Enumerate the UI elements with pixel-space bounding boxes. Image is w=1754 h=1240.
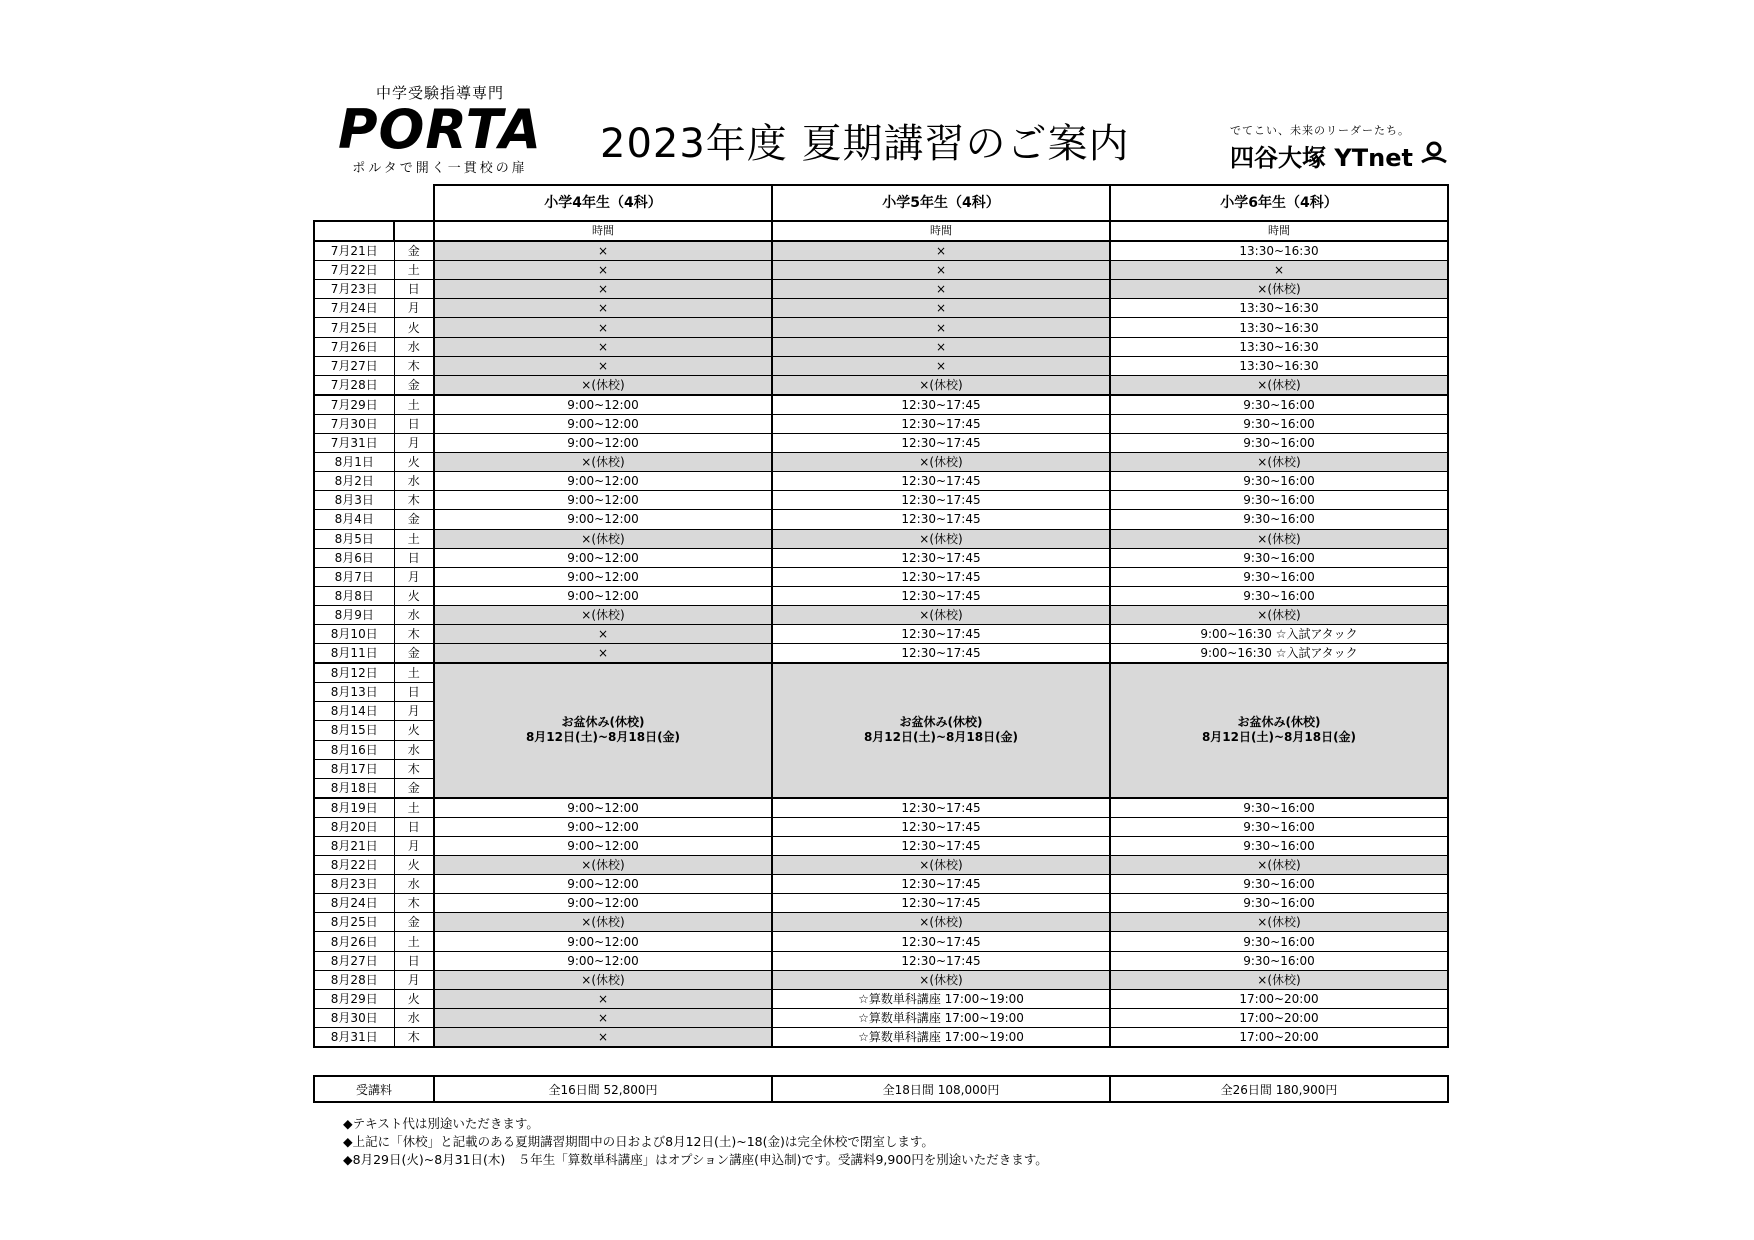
weekday-cell: 水: [394, 605, 434, 624]
grade-4-time: 9:00~12:00: [434, 798, 772, 818]
table-row: [314, 798, 1448, 818]
weekday-cell: 火: [394, 989, 434, 1008]
logo-tagline: ポルタで開く一貫校の扉: [352, 161, 528, 176]
grade-4-time: 9:00~12:00: [434, 586, 772, 605]
grade-4-time: ×: [434, 989, 772, 1008]
weekday-cell: 金: [394, 778, 434, 798]
grade-6-time: 13:30~16:30: [1110, 356, 1448, 375]
grade-6-time: 13:30~16:30: [1110, 241, 1448, 261]
grade-4-time: ×: [434, 624, 772, 643]
grade-6-time: 9:30~16:00: [1110, 875, 1448, 894]
date-cell: 8月25日: [314, 913, 394, 932]
grade-6-time: 9:30~16:00: [1110, 510, 1448, 529]
weekday-cell: 木: [394, 624, 434, 643]
date-cell: 8月23日: [314, 875, 394, 894]
grade-5-time: ×: [772, 318, 1110, 337]
weekday-cell: 日: [394, 414, 434, 433]
grade-6-time: 13:30~16:30: [1110, 337, 1448, 356]
grade-6-time: 9:30~16:00: [1110, 395, 1448, 415]
fee-grade-6: 全26日間 180,900円: [1110, 1076, 1448, 1102]
time-label: 時間: [1110, 221, 1448, 241]
date-cell: 7月31日: [314, 434, 394, 453]
weekday-cell: 月: [394, 299, 434, 318]
grade-4-time: ×: [434, 644, 772, 664]
grade-6-time: 9:30~16:00: [1110, 837, 1448, 856]
date-cell: 7月26日: [314, 337, 394, 356]
grade-4-time: ×(休校): [434, 970, 772, 989]
date-cell: 8月31日: [314, 1027, 394, 1047]
grade-4-time: 9:00~12:00: [434, 817, 772, 836]
fee-grade-4: 全16日間 52,800円: [434, 1076, 772, 1102]
weekday-cell: 土: [394, 663, 434, 683]
grade-5-time: 12:30~17:45: [772, 510, 1110, 529]
grade-6-time: 9:30~16:00: [1110, 951, 1448, 970]
grade-4-time: 9:00~12:00: [434, 875, 772, 894]
grade-4-time: ×: [434, 280, 772, 299]
logo-wordmark: PORTA: [337, 98, 543, 161]
grade-4-time: 9:00~12:00: [434, 932, 772, 951]
grade-5-time: ×: [772, 299, 1110, 318]
ytnet-wordmark: [1230, 138, 1450, 173]
date-cell: 8月30日: [314, 1008, 394, 1027]
grade-5-time: ×: [772, 337, 1110, 356]
grade-4-time: ×(休校): [434, 913, 772, 932]
table-row: [314, 280, 1448, 299]
grade-6-time: ×(休校): [1110, 529, 1448, 548]
grade-5-header: 小学5年生（4科）: [772, 185, 1110, 221]
grade-5-time: 12:30~17:45: [772, 932, 1110, 951]
table-row: [314, 644, 1448, 664]
time-row-blank: [314, 221, 394, 241]
date-cell: 8月20日: [314, 817, 394, 836]
grade-5-time: ×: [772, 356, 1110, 375]
ytnet-logo: [1230, 122, 1450, 173]
grade-6-time: 17:00~20:00: [1110, 1008, 1448, 1027]
table-row: [314, 337, 1448, 356]
grade-4-time: 9:00~12:00: [434, 951, 772, 970]
grade-5-time: 12:30~17:45: [772, 567, 1110, 586]
table-row: [314, 951, 1448, 970]
grade-6-time: 9:00~16:30 ☆入試アタック: [1110, 624, 1448, 643]
date-cell: 8月13日: [314, 683, 394, 702]
weekday-cell: 月: [394, 434, 434, 453]
grade-5-time: 12:30~17:45: [772, 624, 1110, 643]
grade-6-time: 9:30~16:00: [1110, 894, 1448, 913]
note-item: ◆上記に「休校」と記載のある夏期講習期間中の日および8月12日(土)~18(金)は完全休校で閉室します。: [343, 1134, 934, 1149]
table-row: [314, 472, 1448, 491]
grade-6-time: 9:30~16:00: [1110, 548, 1448, 567]
grade-5-time: 12:30~17:45: [772, 894, 1110, 913]
date-cell: 8月6日: [314, 548, 394, 567]
grade-6-time: 9:30~16:00: [1110, 472, 1448, 491]
date-cell: 8月17日: [314, 759, 394, 778]
ytnet-tagline: でてこい、未来のリーダーたち。: [1230, 124, 1410, 137]
date-cell: 8月16日: [314, 740, 394, 759]
grade-4-time: ×: [434, 261, 772, 280]
grade-5-time: 12:30~17:45: [772, 817, 1110, 836]
grade-5-time: ×: [772, 261, 1110, 280]
table-row: [314, 548, 1448, 567]
schedule-table: [313, 184, 1449, 1048]
date-cell: 8月9日: [314, 605, 394, 624]
grade-4-time: 9:00~12:00: [434, 434, 772, 453]
grade-5-time: ×(休校): [772, 453, 1110, 472]
table-row: [314, 241, 1448, 261]
table-row: [314, 875, 1448, 894]
grade-4-time: ×: [434, 299, 772, 318]
grade-5-time: 12:30~17:45: [772, 586, 1110, 605]
date-cell: 8月3日: [314, 491, 394, 510]
grade-4-time: 9:00~12:00: [434, 548, 772, 567]
grade-6-time: ×(休校): [1110, 856, 1448, 875]
weekday-cell: 水: [394, 875, 434, 894]
date-cell: 7月21日: [314, 241, 394, 261]
weekday-cell: 水: [394, 472, 434, 491]
grade-6-time: 9:30~16:00: [1110, 434, 1448, 453]
table-row: [314, 510, 1448, 529]
obon-range: 8月12日(土)~8月18日(金): [863, 730, 1019, 745]
date-cell: 8月19日: [314, 798, 394, 818]
grade-5-time: ×(休校): [772, 605, 1110, 624]
grade-4-time: ×: [434, 1027, 772, 1047]
grade-4-time: 9:00~12:00: [434, 395, 772, 415]
grade-6-time: 9:30~16:00: [1110, 567, 1448, 586]
date-cell: 8月21日: [314, 837, 394, 856]
table-row: [314, 663, 1448, 683]
grade-6-time: 9:30~16:00: [1110, 586, 1448, 605]
weekday-cell: 火: [394, 856, 434, 875]
grade-4-time: 9:00~12:00: [434, 837, 772, 856]
weekday-cell: 日: [394, 683, 434, 702]
table-row: [314, 856, 1448, 875]
grade-6-time: ×(休校): [1110, 913, 1448, 932]
date-cell: 7月27日: [314, 356, 394, 375]
grade-5-time: ×(休校): [772, 529, 1110, 548]
obon-range: 8月12日(土)~8月18日(金): [525, 730, 681, 745]
date-cell: 8月14日: [314, 702, 394, 721]
grade-6-time: 9:00~16:30 ☆入試アタック: [1110, 644, 1448, 664]
date-cell: 8月18日: [314, 778, 394, 798]
grade-5-time: 12:30~17:45: [772, 548, 1110, 567]
weekday-cell: 火: [394, 721, 434, 740]
header-blank: [394, 185, 434, 221]
table-row: [314, 529, 1448, 548]
table-row: [314, 261, 1448, 280]
grade-5-time: ×(休校): [772, 913, 1110, 932]
date-cell: 8月24日: [314, 894, 394, 913]
note-item: ◆8月29日(火)~8月31日(木) ５年生「算数単科講座」はオプション講座(申込制)です。受講料9,900円を別途いただきます。: [343, 1152, 1048, 1167]
table-row: [314, 395, 1448, 415]
grade-5-time: 12:30~17:45: [772, 414, 1110, 433]
grade-6-time: 13:30~16:30: [1110, 318, 1448, 337]
table-row: [314, 299, 1448, 318]
obon-range: 8月12日(土)~8月18日(金): [1201, 730, 1357, 745]
date-cell: 7月24日: [314, 299, 394, 318]
date-cell: 8月15日: [314, 721, 394, 740]
date-cell: 7月30日: [314, 414, 394, 433]
table-row: [314, 913, 1448, 932]
grade-5-time: 12:30~17:45: [772, 395, 1110, 415]
grade-5-time: 12:30~17:45: [772, 875, 1110, 894]
table-row: [314, 932, 1448, 951]
grade-6-header: 小学6年生（4科）: [1110, 185, 1448, 221]
weekday-cell: 土: [394, 395, 434, 415]
date-cell: 8月12日: [314, 663, 394, 683]
grade-4-obon-notice: [434, 663, 772, 798]
grade-4-time: ×(休校): [434, 529, 772, 548]
weekday-cell: 土: [394, 798, 434, 818]
grade-5-time: 12:30~17:45: [772, 951, 1110, 970]
fee-table: [313, 1075, 1449, 1103]
grade-5-obon-notice: [772, 663, 1110, 798]
grade-6-time: 9:30~16:00: [1110, 798, 1448, 818]
weekday-cell: 水: [394, 337, 434, 356]
grade-4-time: ×(休校): [434, 605, 772, 624]
date-cell: 8月26日: [314, 932, 394, 951]
weekday-cell: 水: [394, 740, 434, 759]
grade-6-time: ×(休校): [1110, 453, 1448, 472]
table-row: [314, 375, 1448, 395]
table-row: [314, 1008, 1448, 1027]
grade-6-time: ×(休校): [1110, 970, 1448, 989]
weekday-cell: 日: [394, 548, 434, 567]
weekday-cell: 火: [394, 318, 434, 337]
grade-4-time: 9:00~12:00: [434, 510, 772, 529]
obon-title: お盆休み(休校): [561, 715, 645, 730]
weekday-cell: 月: [394, 702, 434, 721]
table-row: [314, 894, 1448, 913]
grade-5-time: 12:30~17:45: [772, 434, 1110, 453]
grade-5-time: ×(休校): [772, 375, 1110, 395]
grade-5-time: 12:30~17:45: [772, 491, 1110, 510]
grade-4-time: ×(休校): [434, 856, 772, 875]
grade-4-time: 9:00~12:00: [434, 414, 772, 433]
date-cell: 8月10日: [314, 624, 394, 643]
table-row: [314, 837, 1448, 856]
grade-6-time: ×(休校): [1110, 280, 1448, 299]
table-row: [314, 989, 1448, 1008]
grade-4-time: ×: [434, 318, 772, 337]
obon-title: お盆休み(休校): [1237, 715, 1321, 730]
time-label: 時間: [434, 221, 772, 241]
date-cell: 8月11日: [314, 644, 394, 664]
grade-6-time: 17:00~20:00: [1110, 989, 1448, 1008]
grade-6-time: ×(休校): [1110, 605, 1448, 624]
grade-6-time: 9:30~16:00: [1110, 414, 1448, 433]
date-cell: 8月2日: [314, 472, 394, 491]
weekday-cell: 月: [394, 970, 434, 989]
grade-4-time: 9:00~12:00: [434, 894, 772, 913]
weekday-cell: 金: [394, 510, 434, 529]
grade-4-time: 9:00~12:00: [434, 472, 772, 491]
table-row: [314, 356, 1448, 375]
grade-5-time: 12:30~17:45: [772, 472, 1110, 491]
table-row: [314, 817, 1448, 836]
date-cell: 8月5日: [314, 529, 394, 548]
grade-5-time: 12:30~17:45: [772, 837, 1110, 856]
weekday-cell: 木: [394, 1027, 434, 1047]
weekday-cell: 日: [394, 951, 434, 970]
weekday-cell: 火: [394, 453, 434, 472]
date-cell: 7月22日: [314, 261, 394, 280]
grade-5-time: ☆算数単科講座 17:00~19:00: [772, 1008, 1110, 1027]
note-item: ◆テキスト代は別途いただきます。: [343, 1116, 539, 1131]
date-cell: 7月25日: [314, 318, 394, 337]
table-row: [314, 453, 1448, 472]
grade-5-time: ☆算数単科講座 17:00~19:00: [772, 1027, 1110, 1047]
weekday-cell: 木: [394, 759, 434, 778]
grade-6-time: 9:30~16:00: [1110, 932, 1448, 951]
time-row-blank: [394, 221, 434, 241]
table-row: [314, 586, 1448, 605]
logo-subtitle: 中学受験指導専門: [375, 84, 504, 102]
date-cell: 8月29日: [314, 989, 394, 1008]
fee-grade-5: 全18日間 108,000円: [772, 1076, 1110, 1102]
grade-5-time: ×: [772, 280, 1110, 299]
weekday-cell: 金: [394, 241, 434, 261]
grade-6-time: 13:30~16:30: [1110, 299, 1448, 318]
grade-4-header: 小学4年生（4科）: [434, 185, 772, 221]
weekday-cell: 土: [394, 932, 434, 951]
weekday-cell: 水: [394, 1008, 434, 1027]
grade-5-time: ×: [772, 241, 1110, 261]
grade-5-time: ×(休校): [772, 856, 1110, 875]
table-row: [314, 318, 1448, 337]
table-row: [314, 434, 1448, 453]
table-row: [314, 567, 1448, 586]
fee-label: 受講料: [314, 1076, 434, 1102]
grade-5-time: 12:30~17:45: [772, 798, 1110, 818]
grade-4-time: ×: [434, 1008, 772, 1027]
notes: [343, 1115, 1048, 1169]
weekday-cell: 土: [394, 529, 434, 548]
date-cell: 8月28日: [314, 970, 394, 989]
weekday-cell: 土: [394, 261, 434, 280]
grade-5-time: ×(休校): [772, 970, 1110, 989]
date-cell: 8月4日: [314, 510, 394, 529]
weekday-cell: 日: [394, 817, 434, 836]
obon-title: お盆休み(休校): [899, 715, 983, 730]
table-row: [314, 1027, 1448, 1047]
table-row: [314, 414, 1448, 433]
weekday-cell: 木: [394, 894, 434, 913]
date-cell: 8月22日: [314, 856, 394, 875]
table-row: [314, 605, 1448, 624]
porta-logo: [330, 82, 550, 176]
weekday-cell: 火: [394, 586, 434, 605]
ytnet-mark-icon: [1419, 140, 1449, 172]
grade-6-time: 9:30~16:00: [1110, 491, 1448, 510]
fee-row: [314, 1076, 1448, 1102]
page-title: 2023年度 夏期講習のご案内: [600, 121, 1130, 167]
grade-4-time: 9:00~12:00: [434, 567, 772, 586]
weekday-cell: 金: [394, 913, 434, 932]
table-row: [314, 970, 1448, 989]
grade-4-time: ×(休校): [434, 375, 772, 395]
grade-5-time: ☆算数単科講座 17:00~19:00: [772, 989, 1110, 1008]
weekday-cell: 木: [394, 491, 434, 510]
table-row: [314, 624, 1448, 643]
weekday-cell: 日: [394, 280, 434, 299]
table-row: [314, 491, 1448, 510]
date-cell: 8月1日: [314, 453, 394, 472]
weekday-cell: 月: [394, 837, 434, 856]
grade-4-time: 9:00~12:00: [434, 491, 772, 510]
grade-6-obon-notice: [1110, 663, 1448, 798]
grade-6-time: 9:30~16:00: [1110, 817, 1448, 836]
date-cell: 8月8日: [314, 586, 394, 605]
weekday-cell: 金: [394, 644, 434, 664]
weekday-cell: 月: [394, 567, 434, 586]
date-cell: 8月27日: [314, 951, 394, 970]
grade-5-time: 12:30~17:45: [772, 644, 1110, 664]
grade-4-time: ×(休校): [434, 453, 772, 472]
grade-6-time: ×: [1110, 261, 1448, 280]
weekday-cell: 金: [394, 375, 434, 395]
grade-4-time: ×: [434, 337, 772, 356]
weekday-cell: 木: [394, 356, 434, 375]
grade-4-time: ×: [434, 241, 772, 261]
grade-6-time: 17:00~20:00: [1110, 1027, 1448, 1047]
date-cell: 8月7日: [314, 567, 394, 586]
date-cell: 7月23日: [314, 280, 394, 299]
date-cell: 7月29日: [314, 395, 394, 415]
grade-4-time: ×: [434, 356, 772, 375]
header-blank: [314, 185, 394, 221]
time-label: 時間: [772, 221, 1110, 241]
grade-6-time: ×(休校): [1110, 375, 1448, 395]
date-cell: 7月28日: [314, 375, 394, 395]
ytnet-name: 四谷大塚 YTnet: [1230, 144, 1413, 172]
